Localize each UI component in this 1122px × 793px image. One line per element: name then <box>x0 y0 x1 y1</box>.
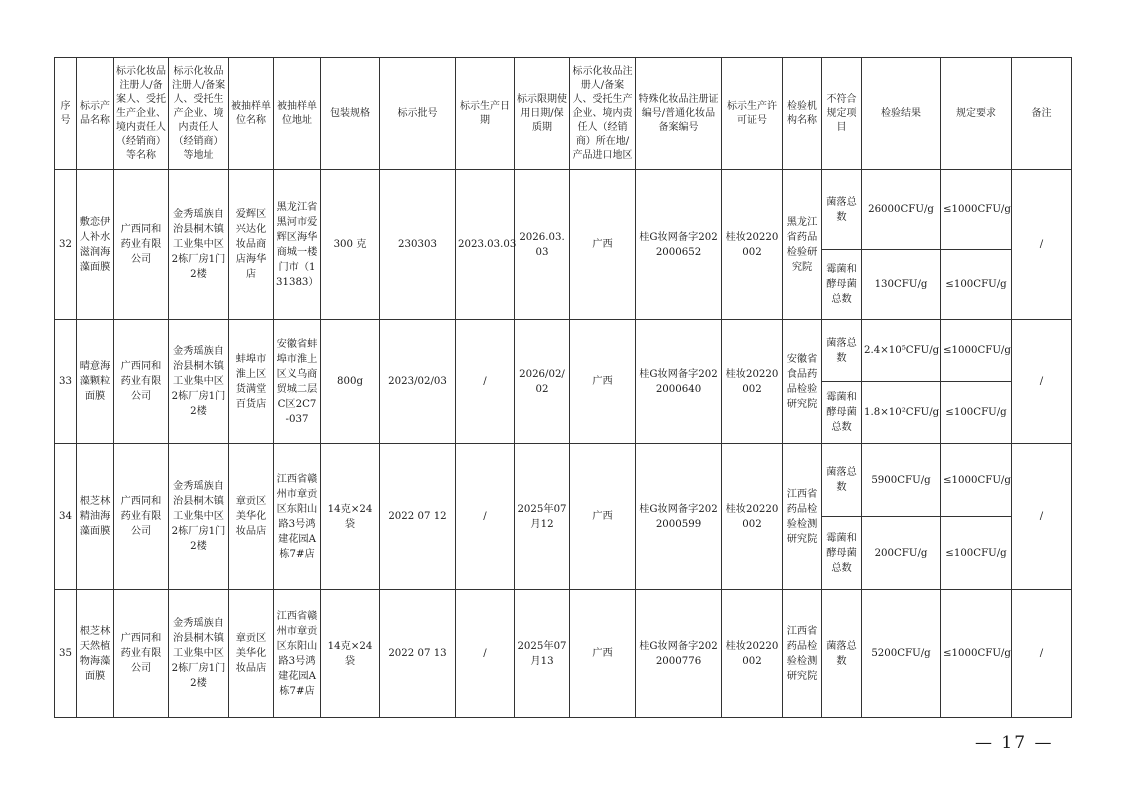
header-cell: 标示生产许可证号 <box>722 58 783 170</box>
row-number: 35 <box>55 590 77 718</box>
row-number: 34 <box>55 444 77 590</box>
license-number: 桂妆20220002 <box>722 170 783 320</box>
header-cell: 标示化妆品注册人/备案人、受托生产企业、境内责任人（经销商）等地址 <box>169 58 229 170</box>
inspection-institute: 江西省药品检验检测研究院 <box>783 590 822 718</box>
header-row <box>55 58 1072 170</box>
company-name: 广西同和药业有限公司 <box>114 590 169 718</box>
sampled-address: 黑龙江省黑河市爱辉区海华商城一楼门市（131383） <box>274 170 321 320</box>
header-cell: 标示限期使用日期/保质期 <box>515 58 570 170</box>
failed-item: 霉菌和酵母菌总数 <box>822 382 862 444</box>
page-number: — 17 — <box>975 733 1054 753</box>
package-spec: 800g <box>321 320 380 444</box>
region: 广西 <box>570 170 636 320</box>
test-result: 5900CFU/g <box>862 444 941 517</box>
sampled-address: 江西省赣州市章贡区东阳山路3号鸿建花园A栋7#店 <box>274 444 321 590</box>
sampled-unit: 爱辉区兴达化妆品商店海华店 <box>229 170 274 320</box>
company-address: 金秀瑶族自治县桐木镇工业集中区2栋厂房1门2楼 <box>169 320 229 444</box>
sampled-address: 安徽省蚌埠市淮上区义乌商贸城二层C区2C7-037 <box>274 320 321 444</box>
expiry-date: 2026.03.03 <box>515 170 570 320</box>
header-cell: 检验结果 <box>862 58 941 170</box>
header-cell: 标示产品名称 <box>77 58 114 170</box>
test-result: 26000CFU/g <box>862 170 941 250</box>
test-result: 5200CFU/g <box>862 590 941 718</box>
header-cell: 包装规格 <box>321 58 380 170</box>
header-cell: 被抽样单位名称 <box>229 58 274 170</box>
header-cell: 备注 <box>1012 58 1072 170</box>
license-number: 桂妆20220002 <box>722 320 783 444</box>
company-name: 广西同和药业有限公司 <box>114 170 169 320</box>
table-row <box>55 444 1072 517</box>
sampled-unit: 章贡区美华化妆品店 <box>229 590 274 718</box>
test-result: 2.4×10⁵CFU/g <box>862 320 941 382</box>
product-name: 晴意海藻颗粒面膜 <box>77 320 114 444</box>
record-number: 桂G妆网备字2022000640 <box>636 320 722 444</box>
failed-item: 菌落总数 <box>822 320 862 382</box>
failed-item: 菌落总数 <box>822 170 862 250</box>
failed-item: 菌落总数 <box>822 444 862 517</box>
test-result: 200CFU/g <box>862 517 941 590</box>
production-date: / <box>456 590 515 718</box>
license-number: 桂妆20220002 <box>722 590 783 718</box>
inspection-results-table <box>54 57 1072 718</box>
batch-number: 2022 07 12 <box>380 444 456 590</box>
company-name: 广西同和药业有限公司 <box>114 320 169 444</box>
product-name: 根芝林天然植物海藻面膜 <box>77 590 114 718</box>
package-spec: 14克×24袋 <box>321 444 380 590</box>
region: 广西 <box>570 444 636 590</box>
license-number: 桂妆20220002 <box>722 444 783 590</box>
record-number: 桂G妆网备字2022000652 <box>636 170 722 320</box>
failed-item: 霉菌和酵母菌总数 <box>822 517 862 590</box>
requirement: ≤100CFU/g <box>941 250 1012 320</box>
header-cell: 标示生产日期 <box>456 58 515 170</box>
header-cell: 标示化妆品注册人/备案人、受托生产企业、境内责任人（经销商）等名称 <box>114 58 169 170</box>
table-row <box>55 170 1072 250</box>
inspection-institute: 江西省药品检验检测研究院 <box>783 444 822 590</box>
product-name: 敷恋伊人补水滋润海藻面膜 <box>77 170 114 320</box>
production-date: / <box>456 320 515 444</box>
table-row <box>55 590 1072 718</box>
sampled-address: 江西省赣州市章贡区东阳山路3号鸿建花园A栋7#店 <box>274 590 321 718</box>
header-cell: 被抽样单位地址 <box>274 58 321 170</box>
expiry-date: 2025年07月12 <box>515 444 570 590</box>
expiry-date: 2026/02/02 <box>515 320 570 444</box>
batch-number: 2022 07 13 <box>380 590 456 718</box>
record-number: 桂G妆网备字2022000776 <box>636 590 722 718</box>
header-cell: 标示批号 <box>380 58 456 170</box>
test-result: 130CFU/g <box>862 250 941 320</box>
production-date: 2023.03.03 <box>456 170 515 320</box>
header-cell: 序号 <box>55 58 77 170</box>
company-address: 金秀瑶族自治县桐木镇工业集中区2栋厂房1门2楼 <box>169 444 229 590</box>
production-date: / <box>456 444 515 590</box>
requirement: ≤1000CFU/g <box>941 170 1012 250</box>
remark: / <box>1012 320 1072 444</box>
remark: / <box>1012 590 1072 718</box>
row-number: 33 <box>55 320 77 444</box>
package-spec: 14克×24袋 <box>321 590 380 718</box>
remark: / <box>1012 444 1072 590</box>
product-name: 根芝林精油海藻面膜 <box>77 444 114 590</box>
company-address: 金秀瑶族自治县桐木镇工业集中区2栋厂房1门2楼 <box>169 590 229 718</box>
requirement: ≤1000CFU/g <box>941 320 1012 382</box>
inspection-institute: 安徽省食品药品检验研究院 <box>783 320 822 444</box>
requirement: ≤1000CFU/g <box>941 444 1012 517</box>
failed-item: 菌落总数 <box>822 590 862 718</box>
header-cell: 特殊化妆品注册证编号/普通化妆品备案编号 <box>636 58 722 170</box>
remark: / <box>1012 170 1072 320</box>
region: 广西 <box>570 590 636 718</box>
company-name: 广西同和药业有限公司 <box>114 444 169 590</box>
inspection-institute: 黑龙江省药品检验研究院 <box>783 170 822 320</box>
requirement: ≤1000CFU/g <box>941 590 1012 718</box>
record-number: 桂G妆网备字2022000599 <box>636 444 722 590</box>
company-address: 金秀瑶族自治县桐木镇工业集中区2栋厂房1门2楼 <box>169 170 229 320</box>
requirement: ≤100CFU/g <box>941 382 1012 444</box>
header-cell: 检验机构名称 <box>783 58 822 170</box>
failed-item: 霉菌和酵母菌总数 <box>822 250 862 320</box>
row-number: 32 <box>55 170 77 320</box>
batch-number: 2023/02/03 <box>380 320 456 444</box>
table-row <box>55 320 1072 382</box>
batch-number: 230303 <box>380 170 456 320</box>
region: 广西 <box>570 320 636 444</box>
header-cell: 标示化妆品注册人/备案人、受托生产企业、境内责任人（经销商）所在地/产品进口地区 <box>570 58 636 170</box>
test-result: 1.8×10²CFU/g <box>862 382 941 444</box>
header-cell: 规定要求 <box>941 58 1012 170</box>
header-cell: 不符合规定项目 <box>822 58 862 170</box>
sampled-unit: 蚌埠市淮上区货满堂百货店 <box>229 320 274 444</box>
requirement: ≤100CFU/g <box>941 517 1012 590</box>
expiry-date: 2025年07月13 <box>515 590 570 718</box>
sampled-unit: 章贡区美华化妆品店 <box>229 444 274 590</box>
package-spec: 300 克 <box>321 170 380 320</box>
